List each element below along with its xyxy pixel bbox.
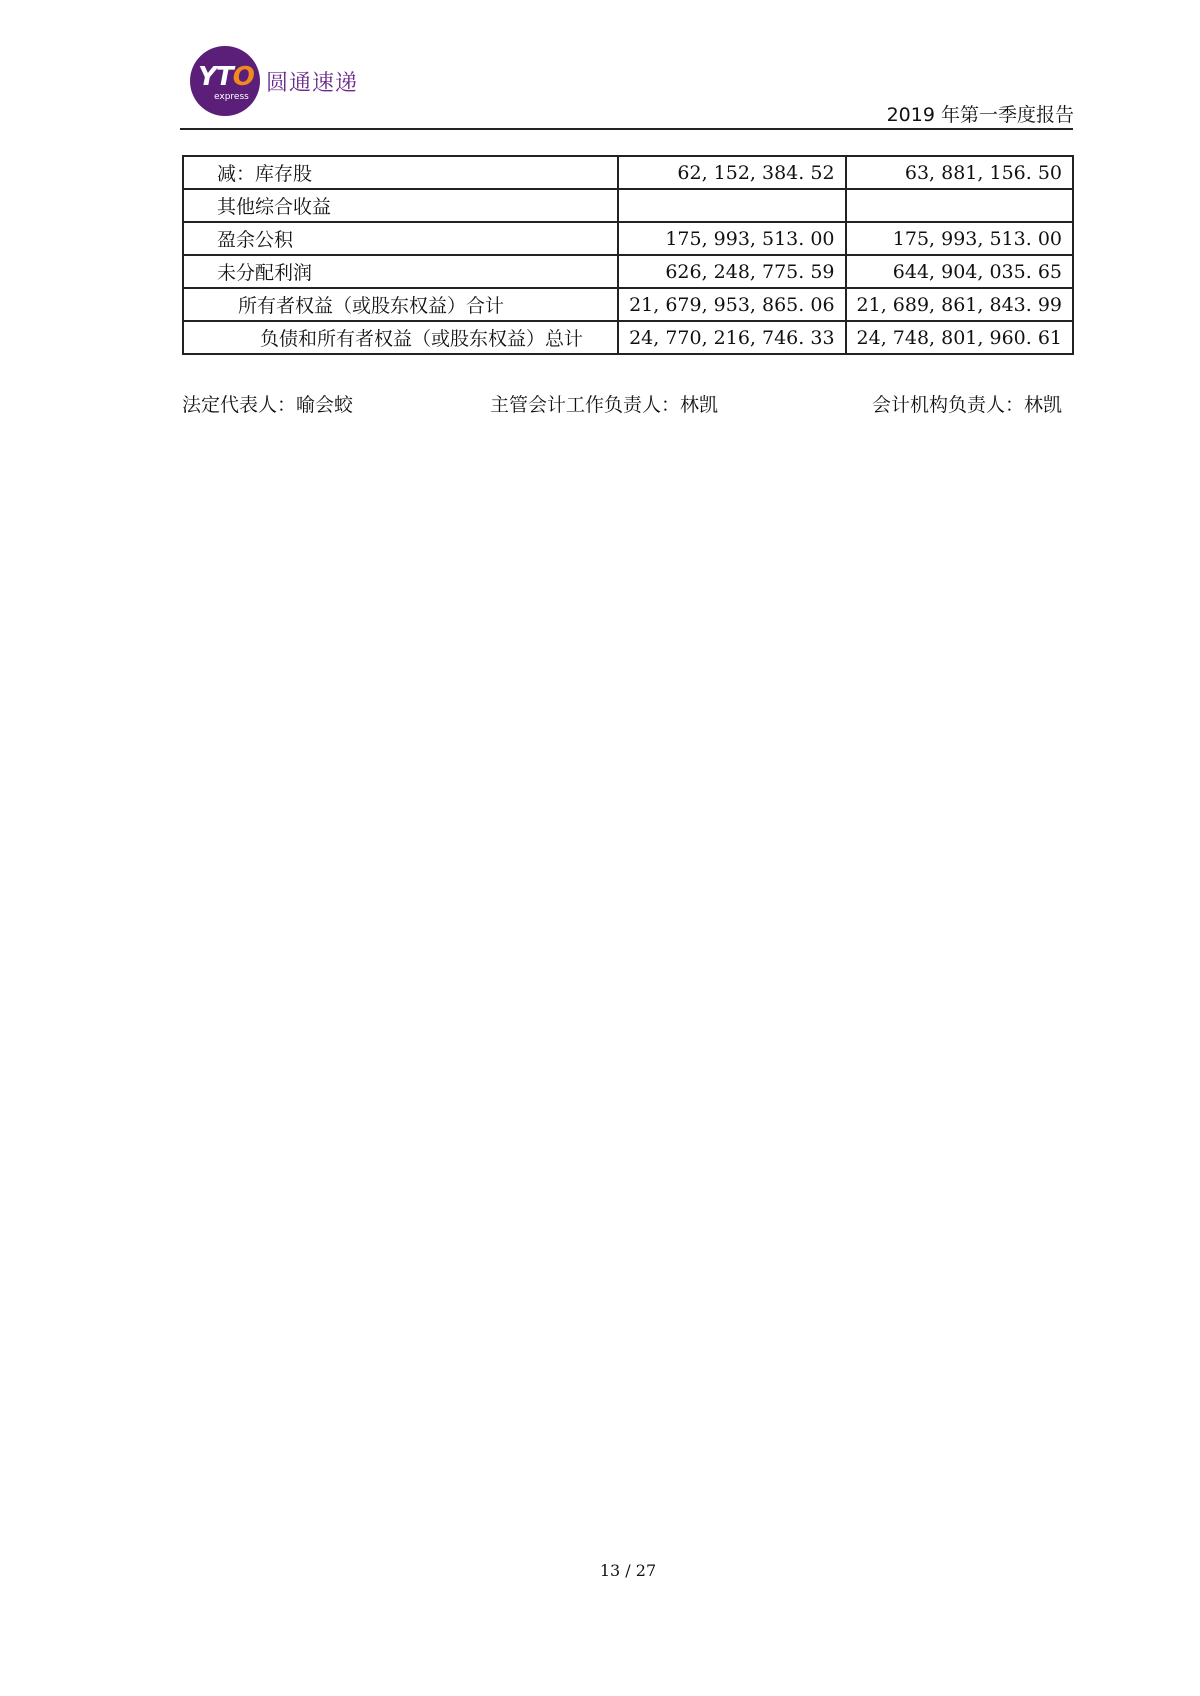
table-row bbox=[183, 321, 1073, 354]
accounting-head: 主管会计工作负责人：林凯 bbox=[490, 394, 719, 416]
previous-value: 24, 748, 801, 960. 61 bbox=[846, 321, 1073, 354]
row-label: 减：库存股 bbox=[183, 156, 618, 189]
row-label: 盈余公积 bbox=[183, 222, 618, 255]
accounting-org-head: 会计机构负责人：林凯 bbox=[871, 394, 1062, 416]
report-title: 2019 年第一季度报告 bbox=[886, 104, 1074, 126]
row-label: 所有者权益（或股东权益）合计 bbox=[183, 288, 618, 321]
page-number: 13 / 27 bbox=[599, 1561, 657, 1580]
previous-value: 644, 904, 035. 65 bbox=[846, 255, 1073, 288]
signature-line bbox=[182, 390, 1074, 420]
logo-subtext: express bbox=[214, 92, 249, 102]
previous-value: 63, 881, 156. 50 bbox=[846, 156, 1073, 189]
logo-mark-accent: O bbox=[232, 62, 254, 92]
table-row bbox=[183, 255, 1073, 288]
logo-company-name: 圆通速递 bbox=[266, 71, 359, 96]
current-value: 626, 248, 775. 59 bbox=[618, 255, 845, 288]
current-value: 24, 770, 216, 746. 33 bbox=[618, 321, 845, 354]
balance-sheet-table bbox=[182, 155, 1074, 355]
company-logo bbox=[190, 46, 370, 118]
table-row bbox=[183, 156, 1073, 189]
current-value: 21, 679, 953, 865. 06 bbox=[618, 288, 845, 321]
legal-representative: 法定代表人：喻会蛟 bbox=[182, 394, 354, 416]
header-divider bbox=[180, 128, 1073, 130]
row-label: 负债和所有者权益（或股东权益）总计 bbox=[183, 321, 618, 354]
row-label: 未分配利润 bbox=[183, 255, 618, 288]
current-value: 62, 152, 384. 52 bbox=[618, 156, 845, 189]
previous-value bbox=[846, 189, 1073, 222]
row-label: 其他综合收益 bbox=[183, 189, 618, 222]
table-row bbox=[183, 222, 1073, 255]
previous-value: 175, 993, 513. 00 bbox=[846, 222, 1073, 255]
table-row bbox=[183, 288, 1073, 321]
current-value: 175, 993, 513. 00 bbox=[618, 222, 845, 255]
previous-value: 21, 689, 861, 843. 99 bbox=[846, 288, 1073, 321]
logo-mark: YTO bbox=[198, 62, 254, 92]
current-value bbox=[618, 189, 845, 222]
table-row bbox=[183, 189, 1073, 222]
